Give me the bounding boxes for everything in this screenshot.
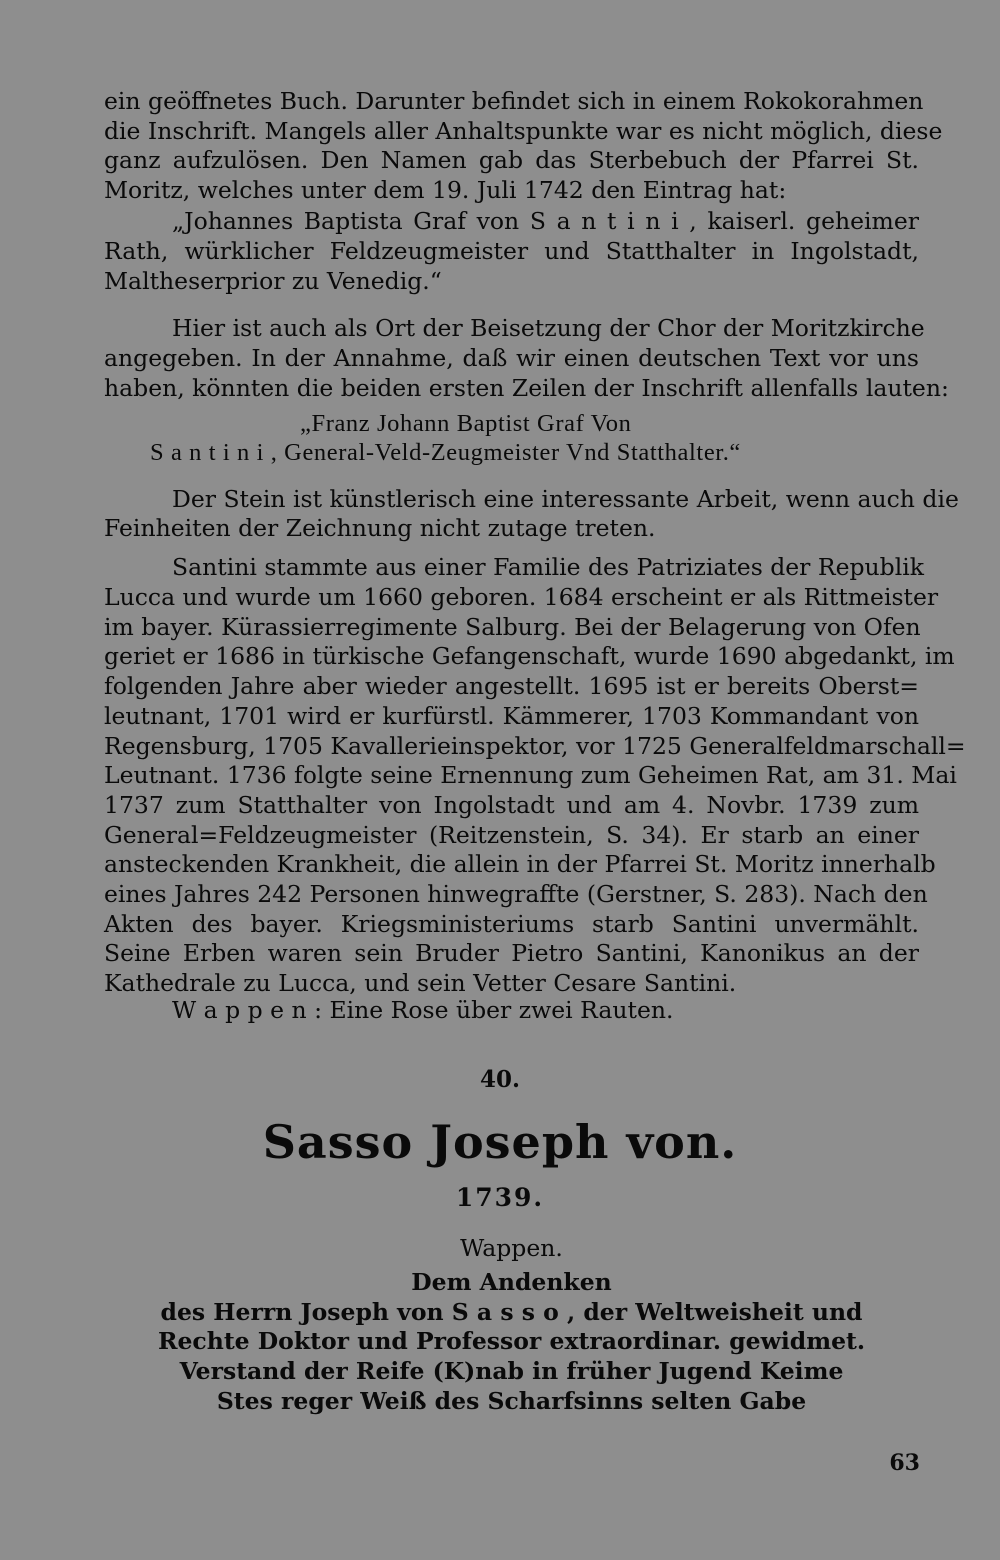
- text-line: General=Feldzeugmeister (Reitzenstein, S. 34). Er starb an einer: [104, 821, 919, 849]
- wappen-line: W a p p e n : Eine Rose über zwei Rauten.: [172, 996, 674, 1024]
- inscription-line: Stes reger Weiß des Scharfsinns selten Gabe: [216, 1387, 807, 1415]
- text-line: Kathedrale zu Lucca, und sein Vetter Cesare Santini.: [104, 969, 737, 997]
- text-line: „Johannes Baptista Graf von S a n t i n i , kaiserl. geheimer: [172, 207, 919, 235]
- text-line: die Inschrift. Mangels aller Anhaltspunkte war es nicht möglich, diese: [104, 117, 943, 145]
- text-line: im bayer. Kürassierregimente Salburg. Bei der Belagerung von Ofen: [104, 613, 921, 641]
- section-heading: Sasso Joseph von.: [262, 1115, 738, 1169]
- text-line: Akten des bayer. Kriegsministeriums starb Santini unvermählt.: [104, 910, 919, 938]
- text-line: S a n t i n i , General-Veld-Zeugmeister Vnd Statthalter.“: [150, 439, 741, 466]
- text-line: Regensburg, 1705 Kavallerieinspektor, vor 1725 Generalfeldmarschall=: [104, 732, 966, 760]
- text-line: Der Stein ist künstlerisch eine interessante Arbeit, wenn auch die: [172, 485, 959, 513]
- text-line: folgenden Jahre aber wieder angestellt. 1695 ist er bereits Oberst=: [104, 672, 919, 700]
- section-number: 40.: [479, 1066, 520, 1093]
- text-line: Leutnant. 1736 folgte seine Ernennung zum Geheimen Rat, am 31. Mai: [104, 761, 957, 789]
- text-line: Santini stammte aus einer Familie des Patriziates der Republik: [172, 553, 924, 581]
- text-line: Maltheserprior zu Venedig.“: [104, 267, 442, 295]
- inscription-line: Verstand der Reife (K)nab in früher Jugend Keime: [179, 1357, 844, 1385]
- text-line: leutnant, 1701 wird er kurfürstl. Kämmerer, 1703 Kommandant von: [104, 702, 919, 730]
- text-line: ansteckenden Krankheit, die allein in der Pfarrei St. Moritz innerhalb: [104, 850, 936, 878]
- page-number: 63: [889, 1450, 920, 1476]
- text-line: Hier ist auch als Ort der Beisetzung der Chor der Moritzkirche: [172, 314, 925, 342]
- text-line: Lucca und wurde um 1660 geboren. 1684 erscheint er als Rittmeister: [104, 583, 939, 611]
- text-line: ein geöffnetes Buch. Darunter befindet sich in einem Rokokorahmen: [104, 87, 924, 115]
- inscription-line: Dem Andenken: [411, 1268, 612, 1296]
- text-line: Seine Erben waren sein Bruder Pietro Santini, Kanonikus an der: [104, 939, 919, 967]
- text-line: geriet er 1686 in türkische Gefangenschaft, wurde 1690 abgedankt, im: [104, 642, 955, 670]
- text-line: haben, könnten die beiden ersten Zeilen der Inschrift allenfalls lauten:: [104, 374, 949, 402]
- wappen-title: Wappen.: [460, 1234, 563, 1262]
- section-year: 1739.: [455, 1183, 545, 1212]
- text-line: Feinheiten der Zeichnung nicht zutage treten.: [104, 514, 656, 542]
- text-line: angegeben. In der Annahme, daß wir einen deutschen Text vor uns: [104, 344, 919, 372]
- text-line: Rath, würklicher Feldzeugmeister und Statthalter in Ingolstadt,: [104, 237, 919, 265]
- text-line: Moritz, welches unter dem 19. Juli 1742 den Eintrag hat:: [104, 176, 787, 204]
- text-line: 1737 zum Statthalter von Ingolstadt und am 4. Novbr. 1739 zum: [104, 791, 919, 819]
- text-line: eines Jahres 242 Personen hinwegraffte (Gerstner, S. 283). Nach den: [104, 880, 928, 908]
- inscription-line: Rechte Doktor und Professor extraordinar. gewidmet.: [157, 1327, 866, 1355]
- text-line: „Franz Johann Baptist Graf Von: [300, 410, 632, 437]
- text-line: ganz aufzulösen. Den Namen gab das Sterbebuch der Pfarrei St.: [104, 146, 919, 174]
- inscription-line: des Herrn Joseph von S a s s o , der Weltweisheit und: [160, 1298, 863, 1326]
